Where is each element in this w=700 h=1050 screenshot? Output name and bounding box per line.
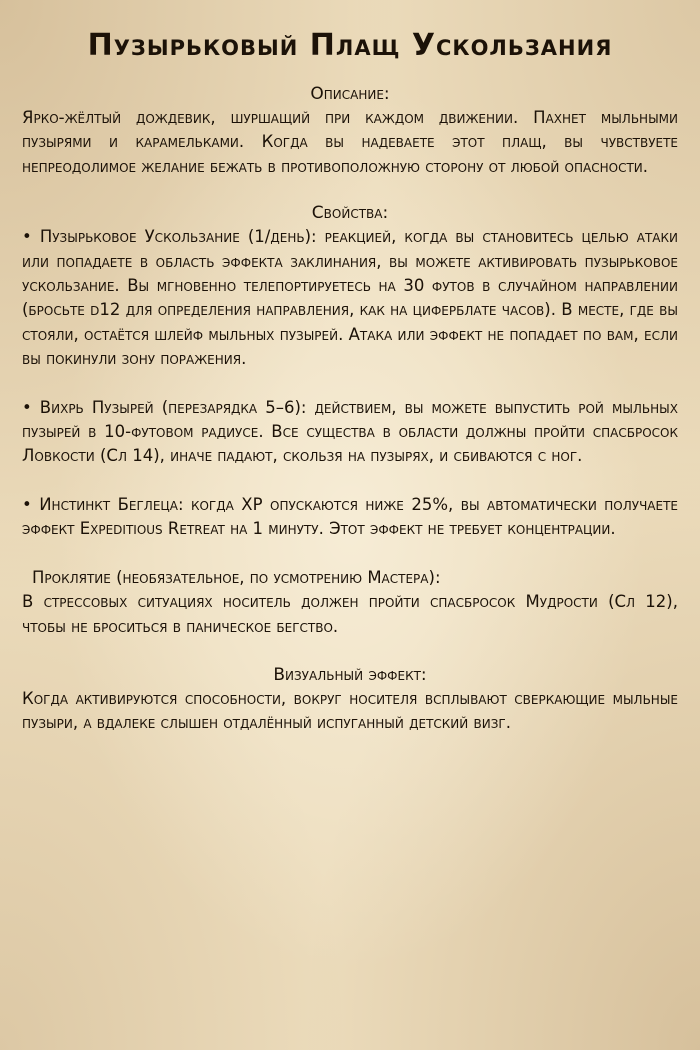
property-item-bubble-whirl: • Вихрь Пузырей (перезарядка 5–6): действием, вы можете выпустить рой мыльных пузырей в 10-футовом радиусе. Все существа в области должны пройти спасбросок Ловкости (Сл 14), иначе падают, скользя на пузырях, и сбиваются с ног.	[22, 397, 678, 466]
properties-heading: Свойства:	[311, 203, 389, 224]
property-item-fugitive-instinct: • Инстинкт Беглеца: когда ХР опускаются ниже 25%, вы автоматически получаете эффект Expeditious Retreat на 1 минуту. Этот эффект не требует концентрации.	[22, 494, 678, 539]
curse-text: В стрессовых ситуациях носитель должен пройти спасбросок Мудрости (Сл 12), чтобы не броситься в паническое бегство.	[22, 592, 678, 636]
curse-heading: Проклятие (необязательное, по усмотрению Мастера):	[32, 567, 441, 587]
description-text: Ярко-жёлтый дождевик, шуршащий при каждом движении. Пахнет мыльными пузырями и карамельками. Когда вы надеваете этот плащ, вы чувствуете непреодолимое желание бежать в противоположную сторону от любой опасности.	[22, 108, 678, 176]
property-item-bubble-escape: • Пузырьковое Ускользание (1/день): реакцией, когда вы становитесь целью атаки или попадаете в область эффекта заклинания, вы можете активировать пузырьковое ускользание. Вы мгновенно телепортируетесь на 30 футов в случайном направлении (бросьте d12 для определения направления, как на циферблате часов). В месте, где вы стояли, остаётся шлейф мыльных пузырей. Атака или эффект не попадает по вам, если вы покинули зону поражения.	[22, 227, 678, 369]
description-heading: Описание:	[310, 84, 390, 104]
item-title: Пузырьковый Плащ Ускользания	[87, 28, 613, 63]
visual-heading: Визуальный эффект:	[273, 664, 427, 685]
visual-text: Когда активируются способности, вокруг носителя всплывают сверкающие мыльные пузыри, а вдалеке слышен отдалённый испуганный детский визг.	[22, 688, 678, 733]
